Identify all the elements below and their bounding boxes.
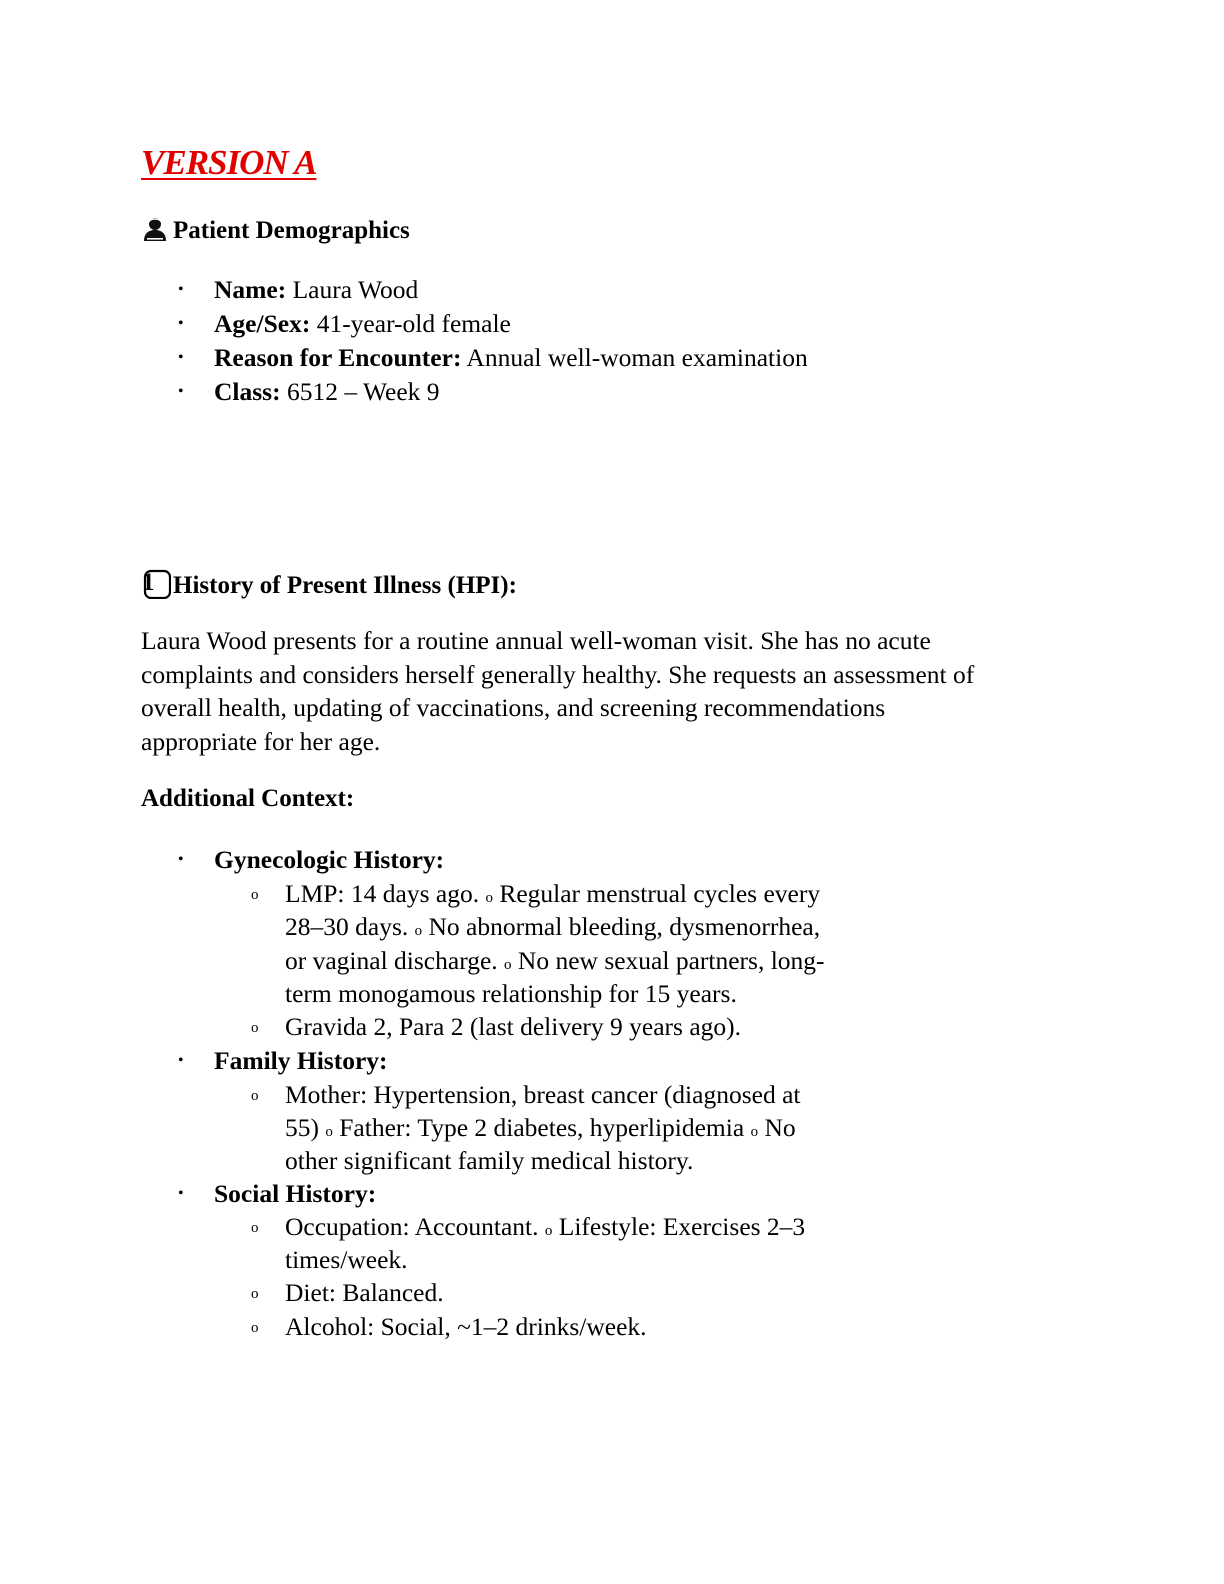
person-icon	[143, 216, 167, 242]
gyn-text: Regular menstrual cycles every	[499, 879, 821, 908]
family-text: No	[764, 1113, 796, 1142]
hpi-line: overall health, updating of vaccinations, and screening recommendations	[141, 693, 886, 722]
additional-context-heading: Additional Context:	[141, 785, 355, 812]
reason-value: Annual well-woman examination	[461, 343, 808, 372]
class-label: Class:	[214, 377, 281, 406]
keycap-one-icon	[141, 569, 171, 599]
sub-bullet-icon: o	[414, 923, 423, 939]
sub-bullet-icon: o	[485, 890, 493, 906]
version-title: VERSION A	[141, 143, 317, 182]
demographics-heading-text: Patient Demographics	[173, 217, 410, 244]
sub-bullet-icon: o	[750, 1124, 759, 1140]
hpi-heading	[141, 569, 517, 600]
social-line: Diet: Balanced.	[285, 1278, 444, 1307]
demographics-heading	[143, 216, 410, 245]
social-text: Occupation: Accountant.	[285, 1212, 545, 1241]
sub-bullet-icon: o	[251, 887, 259, 903]
gyn-text: LMP: 14 days ago.	[285, 879, 486, 908]
age-sex-value: 41-year-old female	[310, 309, 511, 338]
hpi-line: Laura Wood presents for a routine annual well-woman visit. She has no acute	[141, 626, 931, 655]
family-text: 55)	[285, 1113, 326, 1142]
bullet-icon: •	[178, 315, 184, 332]
demographics-item-reason	[214, 341, 808, 375]
gyn-text: No abnormal bleeding, dysmenorrhea,	[428, 912, 821, 941]
sub-bullet-icon: o	[251, 1286, 259, 1302]
family-line: other significant family medical history.	[285, 1146, 694, 1175]
class-value: 6512 – Week 9	[280, 377, 440, 406]
family-line: Mother: Hypertension, breast cancer (diagnosed at	[285, 1080, 801, 1109]
bullet-icon: •	[178, 1185, 184, 1202]
sub-bullet-icon: o	[251, 1088, 259, 1104]
sub-bullet-icon: o	[251, 1020, 259, 1036]
social-text: Lifestyle: Exercises 2–3	[558, 1212, 806, 1241]
gynecologic-history-label: Gynecologic History:	[214, 845, 445, 874]
family-history-label: Family History:	[214, 1046, 388, 1075]
gyn-line: term monogamous relationship for 15 years.	[285, 979, 737, 1008]
gyn-line: Gravida 2, Para 2 (last delivery 9 years ago).	[285, 1012, 741, 1041]
age-sex-label: Age/Sex:	[214, 309, 311, 338]
hpi-number: 1	[142, 569, 155, 596]
gyn-text: or vaginal discharge.	[285, 946, 505, 975]
hpi-paragraph	[141, 624, 1081, 758]
hpi-heading-text: History of Present Illness (HPI):	[173, 572, 517, 599]
hpi-line: appropriate for her age.	[141, 726, 381, 756]
name-value: Laura Wood	[286, 275, 419, 304]
sub-bullet-icon: o	[504, 957, 512, 973]
hpi-line: complaints and considers herself generally healthy. She requests an assessment of	[141, 659, 975, 689]
reason-label: Reason for Encounter:	[214, 343, 462, 372]
gyn-text: 28–30 days.	[285, 912, 415, 941]
sub-bullet-icon: o	[544, 1223, 553, 1239]
demographics-item-age-sex	[214, 307, 511, 341]
family-text: Father: Type 2 diabetes, hyperlipidemia	[339, 1113, 751, 1142]
name-label: Name:	[214, 275, 287, 304]
sub-bullet-icon: o	[325, 1124, 333, 1140]
demographics-item-name	[214, 273, 418, 307]
sub-bullet-icon: o	[251, 1220, 259, 1236]
bullet-icon: •	[178, 281, 184, 298]
social-line: times/week.	[285, 1245, 408, 1274]
bullet-icon: •	[178, 349, 184, 366]
bullet-icon: •	[178, 383, 184, 400]
social-line: Alcohol: Social, ~1–2 drinks/week.	[285, 1312, 647, 1341]
gyn-line	[285, 910, 820, 949]
gyn-text: No new sexual partners, long-	[517, 946, 825, 975]
demographics-item-class	[214, 375, 440, 409]
bullet-icon: •	[178, 851, 184, 868]
social-history-label: Social History:	[214, 1179, 377, 1208]
sub-bullet-icon: o	[251, 1320, 259, 1336]
bullet-icon: •	[178, 1052, 184, 1069]
